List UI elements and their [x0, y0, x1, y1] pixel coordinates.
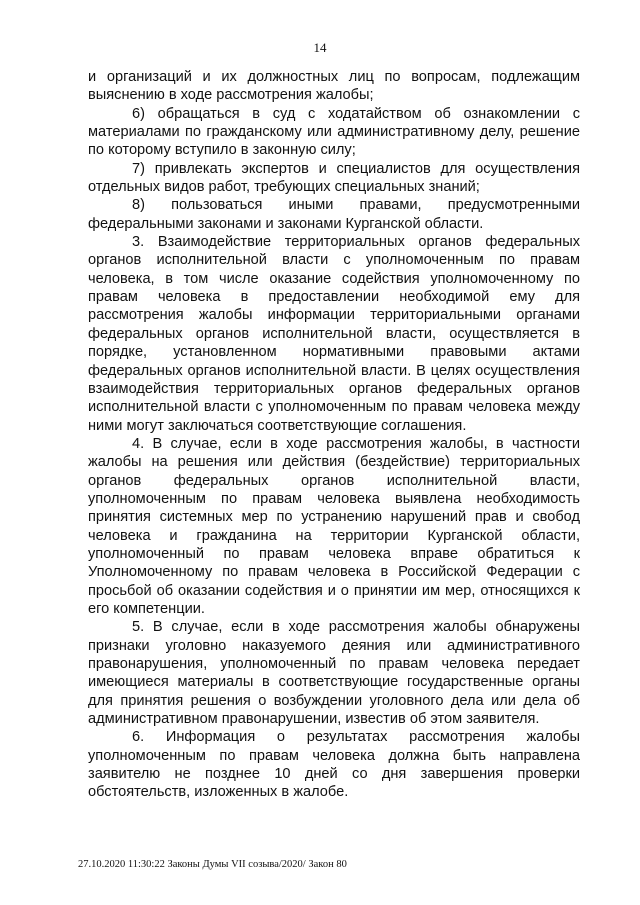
document-footer: 27.10.2020 11:30:22 Законы Думы VII созыва/2020/ Закон 80	[78, 859, 347, 870]
paragraph-item-6: 6) обращаться в суд с ходатайством об ознакомлении с материалами по гражданскому или административному делу, решение по которому вступило в законную силу;	[88, 105, 580, 159]
paragraph-section-4: 4. В случае, если в ходе рассмотрения жалобы, в частности жалобы на решения или действия (бездействие) территориальных органов федеральных органов исполнительной власти, уполномоченным по правам человека выявлена необходимость принятия системных мер по устранению нарушений прав и свобод человека и гражданина на территории Курганской области, уполномоченный по правам человека вправе обратиться к Уполномоченному по правам человека в Российской Федерации с просьбой об оказании содействия и о принятии им мер, относящихся к его компетенции.	[88, 435, 580, 617]
paragraph-section-5: 5. В случае, если в ходе рассмотрения жалобы обнаружены признаки уголовно наказуемого деяния или административного правонарушения, уполномоченный по правам человека передает имеющиеся материалы в соответствующие государственные органы для принятия решения о возбуждении уголовного дела или дела об административном правонарушении, известив об этом заявителя.	[88, 619, 580, 728]
paragraph-item-7: 7) привлекать экспертов и специалистов для осуществления отдельных видов работ, требующих специальных знаний;	[88, 160, 580, 196]
paragraph-item-8: 8) пользоваться иными правами, предусмотренными федеральными законами и законами Курганской области.	[88, 197, 580, 232]
paragraph-continuation: и организаций и их должностных лиц по вопросам, подлежащим выяснению в ходе рассмотрения жалобы;	[88, 69, 580, 104]
page-number: 14	[313, 40, 327, 55]
paragraph-section-3: 3. Взаимодействие территориальных органов федеральных органов исполнительной власти с уполномоченным по правам человека, в том числе оказание содействия уполномоченному по правам человека в предоставлении необходимой ему для рассмотрения жалобы информации территориальными органами федеральных органов исполнительной власти, осуществляется в порядке, установленном нормативными правовыми актами федеральных органов исполнительной власти. В целях осуществления взаимодействия территориальных органов федеральных органов исполнительной власти с уполномоченным по правам человека между ними могут заключаться соответствующие соглашения.	[88, 234, 580, 434]
document-body	[88, 68, 580, 802]
paragraph-section-6: 6. Информация о результатах рассмотрения жалобы уполномоченным по правам человека должна быть направлена заявителю не позднее 10 дней со дня завершения проверки обстоятельств, изложенных в жалобе.	[88, 729, 580, 801]
